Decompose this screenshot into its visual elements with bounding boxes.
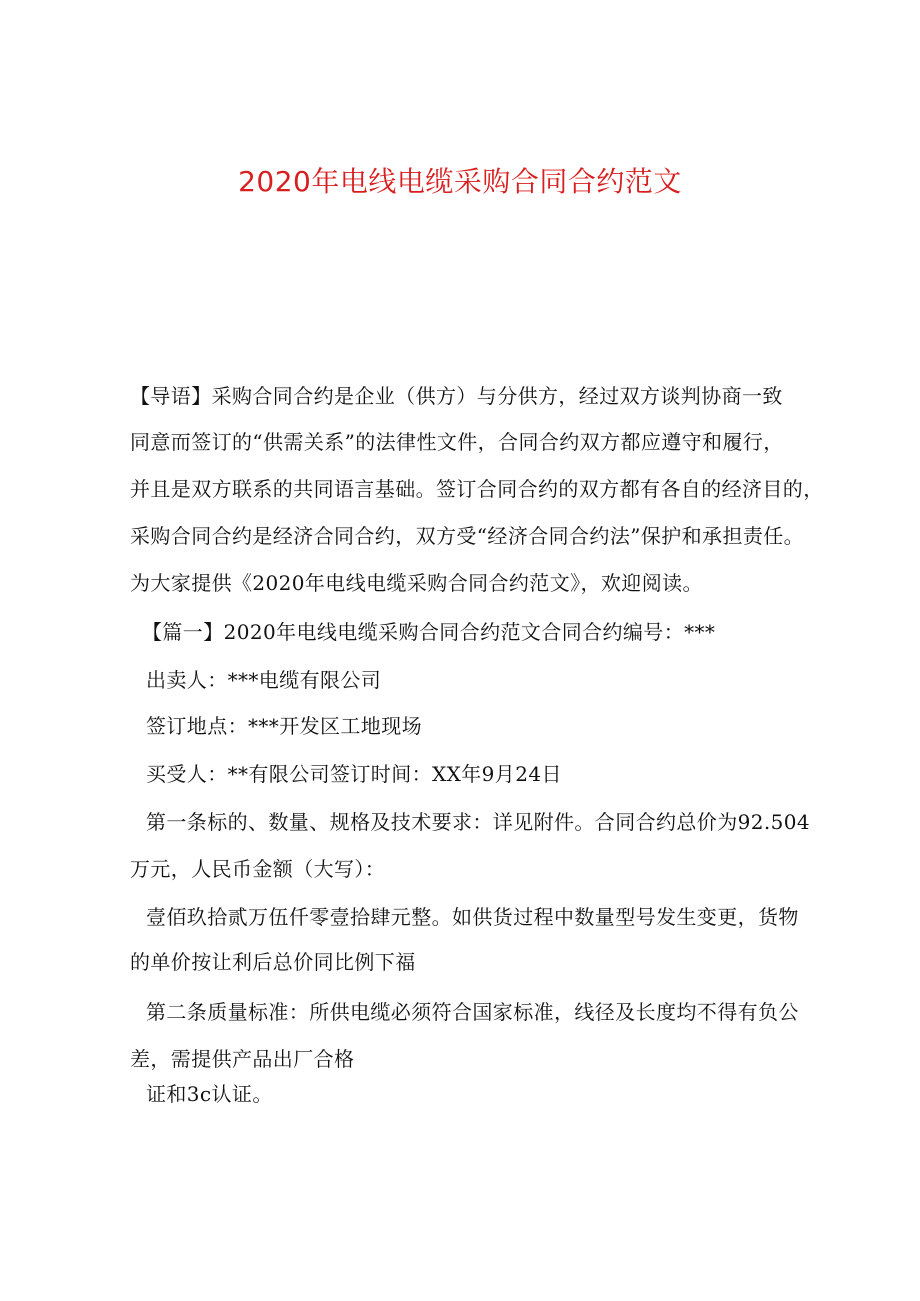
signing-location-line: 签订地点：***开发区工地现场 <box>146 714 422 738</box>
clause-line: 壹佰玖拾贰万伍仟零壹拾肆元整。如供货过程中数量型号发生变更，货物 <box>146 905 799 929</box>
clause-line: 的单价按让利后总价同比例下福 <box>130 950 416 974</box>
buyer-line: 买受人：**有限公司签订时间：XX年9月24日 <box>146 762 562 786</box>
paragraph-line: 并且是双方联系的共同语言基础。签订合同合约的双方都有各自的经济目的， <box>130 477 824 501</box>
seller-line: 出卖人：***电缆有限公司 <box>146 668 382 692</box>
section-heading: 【篇一】2020年电线电缆采购合同合约范文合同合约编号：*** <box>142 620 716 644</box>
clause-line: 证和3c认证。 <box>146 1082 273 1106</box>
paragraph-line: 采购合同合约是经济合同合约，双方受“经济合同合约法”保护和承担责任。 <box>130 524 805 548</box>
document-title: 2020年电线电缆采购合同合约范文 <box>238 165 682 198</box>
paragraph-line: 【导语】采购合同合约是企业（供方）与分供方，经过双方谈判协商一致 <box>130 384 783 408</box>
clause-line: 万元，人民币金额（大写）： <box>130 857 386 881</box>
clause-line: 差，需提供产品出厂合格 <box>130 1047 355 1071</box>
paragraph-line: 同意而签订的“供需关系”的法律性文件，合同合约双方都应遵守和履行， <box>130 430 784 454</box>
clause-line: 第二条质量标准：所供电缆必须符合国家标准，线径及长度均不得有负公 <box>146 1000 799 1024</box>
paragraph-line: 为大家提供《2020年电线电缆采购合同合约范文》，欢迎阅读。 <box>130 571 703 595</box>
clause-line: 第一条标的、数量、规格及技术要求：详见附件。合同合约总价为92.504 <box>146 810 810 834</box>
